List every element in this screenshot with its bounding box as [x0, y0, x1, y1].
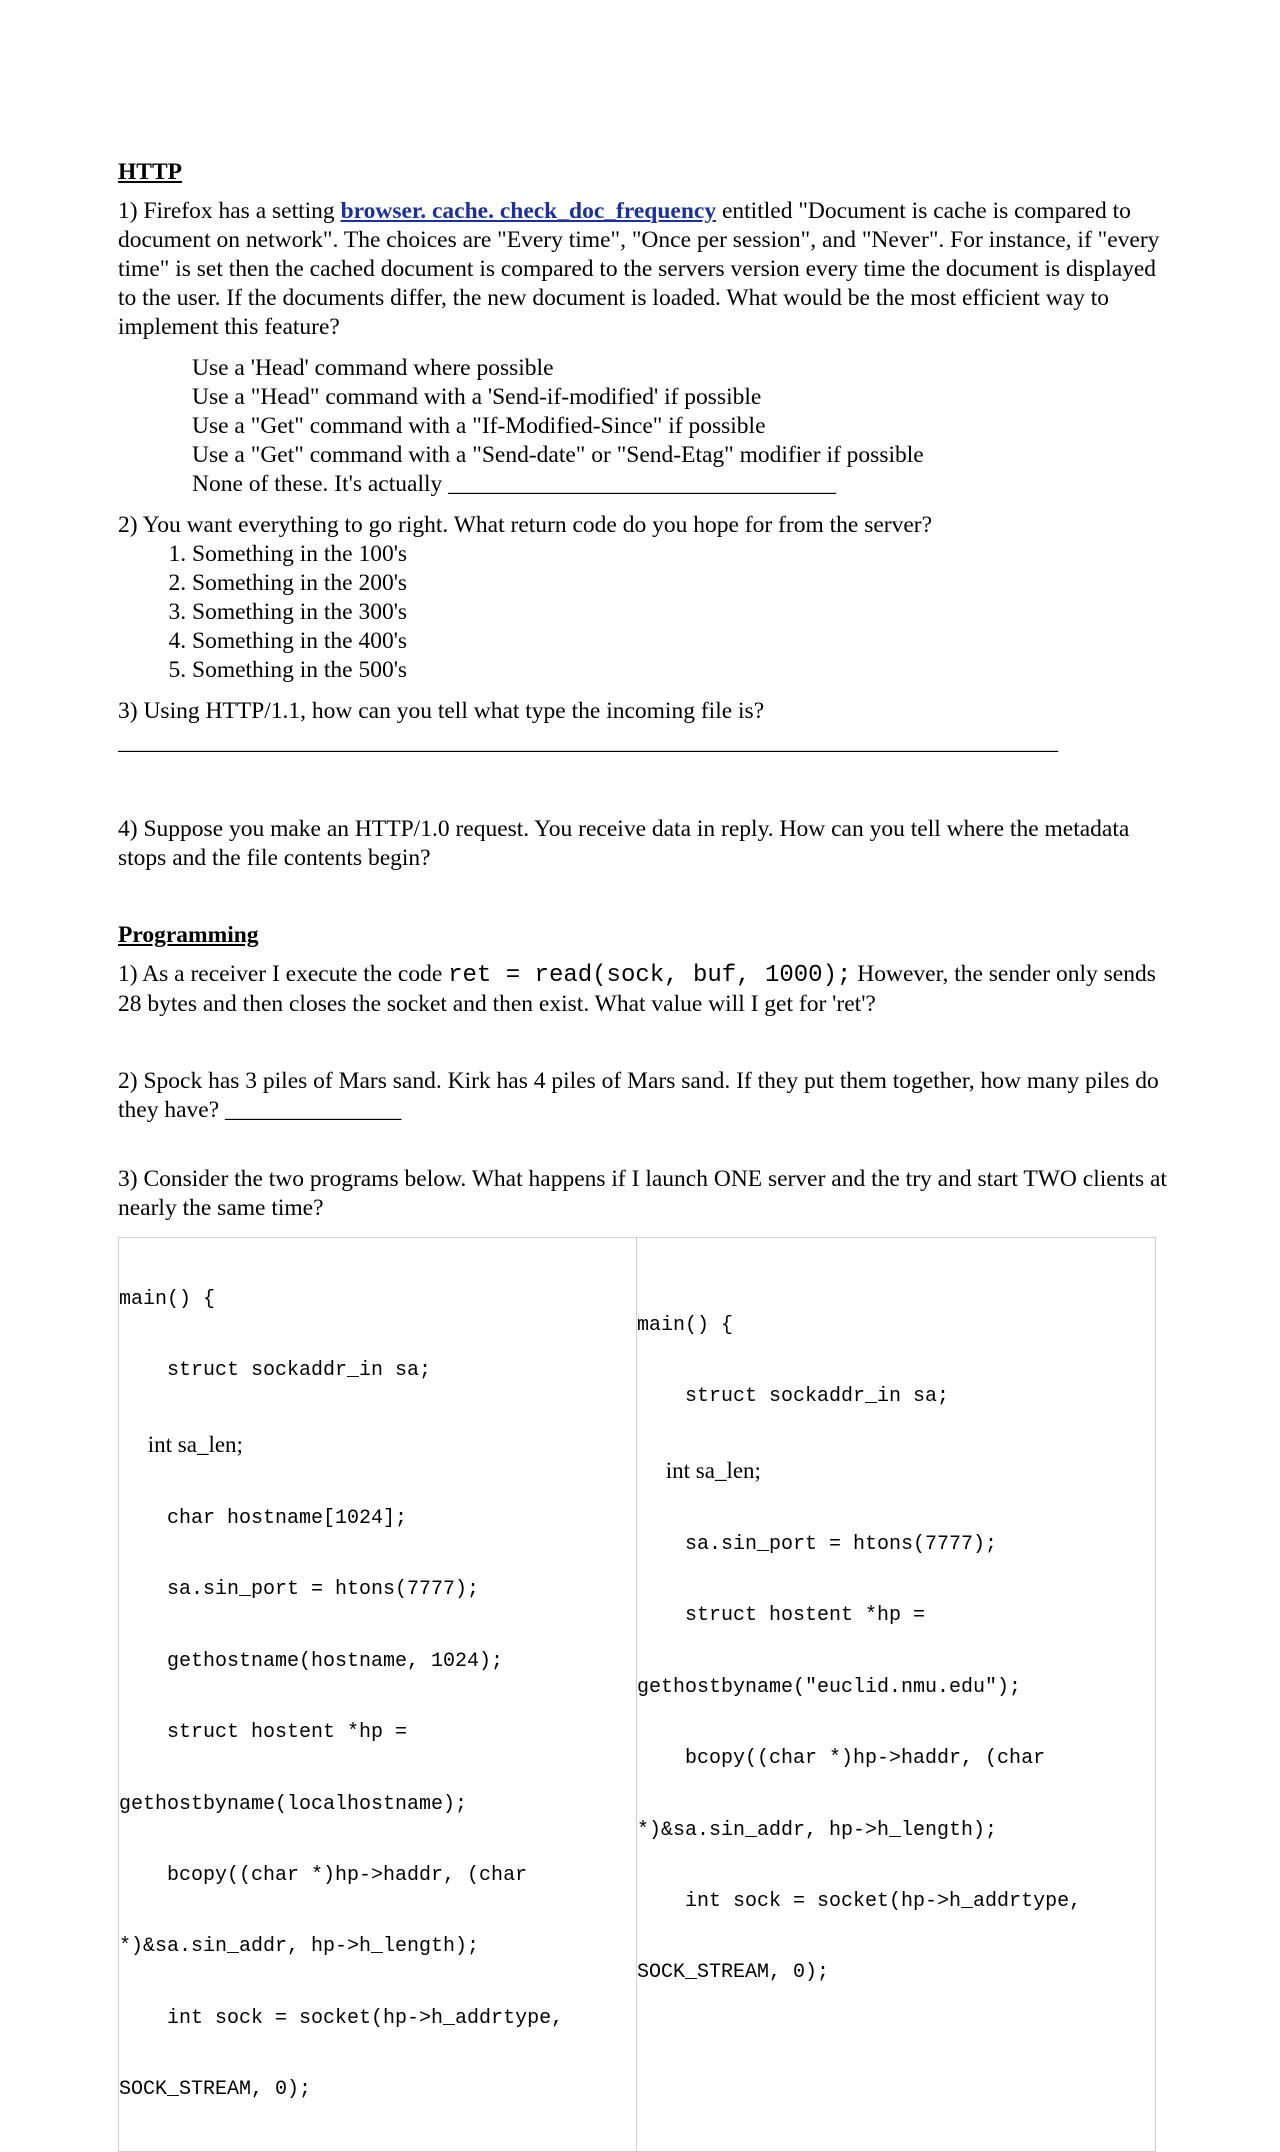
code-line: int sa_len; [637, 1458, 761, 1484]
inline-code: ret = read(sock, buf, 1000); [448, 962, 852, 989]
programming-question-3: 3) Consider the two programs below. What happens if I launch ONE server and the try and start TWO clients at nearly the same time? [118, 1166, 1167, 1221]
code-line: SOCK_STREAM, 0); [119, 2078, 312, 2102]
choice-item: Use a 'Head' command where possible [192, 355, 554, 381]
list-item: 2. Something in the 200's [192, 569, 1168, 598]
code-line: int sock = socket(hp->h_addrtype, [119, 2006, 564, 2030]
http-question-3: 3) Using HTTP/1.1, how can you tell what type the incoming file is? [118, 698, 765, 724]
http-question-1: 1) Firefox has a setting browser. cache. check_doc_frequency entitled "Document is cache is compared to document on network". The choices are "Every time", "Once per session", and "Never". For instance, if "every time" is set then the cached document is compared to the servers version every time the document is displayed to the user. If the documents differ, the new document is loaded. What would be the most efficient way to implement this feature? [118, 198, 1160, 340]
code-line: gethostbyname(localhostname); [119, 1792, 468, 1816]
choice-item: Use a "Get" command with a "Send-date" or "Send-Etag" modifier if possible [192, 442, 924, 468]
code-line: main() { [119, 1287, 216, 1311]
answer-blank-line: ________________________________________________________________________________ [118, 729, 1058, 755]
choice-item: Use a "Get" command with a "If-Modified-Since" if possible [192, 413, 766, 439]
code-table [118, 1237, 1156, 2152]
code-line: struct sockaddr_in sa; [119, 1358, 432, 1382]
http-question-1-choices [192, 354, 1168, 499]
list-item: 4. Something in the 400's [192, 627, 1168, 656]
code-line: *)&sa.sin_addr, hp->h_length); [119, 1935, 480, 1959]
http-question-4: 4) Suppose you make an HTTP/1.0 request. You receive data in reply. How can you tell where the metadata stops and the file contents begin? [118, 816, 1130, 871]
document-page [118, 158, 1168, 2152]
client-code-block [637, 1238, 1155, 2151]
choice-item: Use a "Head" command with a 'Send-if-modified' if possible [192, 384, 762, 410]
code-line: struct hostent *hp = [637, 1604, 926, 1628]
code-line: bcopy((char *)hp->haddr, (char [637, 1747, 1046, 1771]
code-line: *)&sa.sin_addr, hp->h_length); [637, 1818, 998, 1842]
http-question-2-options [118, 540, 1168, 685]
http-question-2: 2) You want everything to go right. What return code do you hope for from the server? [118, 512, 933, 538]
list-item: 3. Something in the 300's [192, 598, 1168, 627]
code-line: sa.sin_port = htons(7777); [119, 1578, 480, 1602]
code-line: gethostbyname("euclid.nmu.edu"); [637, 1675, 1022, 1699]
setting-link[interactable]: browser. cache. check_doc_frequency [340, 198, 717, 224]
code-line: int sock = socket(hp->h_addrtype, [637, 1889, 1082, 1913]
http-heading: HTTP [118, 159, 182, 185]
code-line: struct hostent *hp = [119, 1721, 408, 1745]
list-item: 1. Something in the 100's [192, 540, 1168, 569]
code-line: sa.sin_port = htons(7777); [637, 1532, 998, 1556]
code-line: gethostname(hostname, 1024); [119, 1649, 504, 1673]
programming-heading: Programming [118, 922, 259, 948]
choice-item: None of these. It's actually _________________________________ [192, 471, 836, 497]
code-line: bcopy((char *)hp->haddr, (char [119, 1863, 528, 1887]
code-line: int sa_len; [119, 1432, 243, 1458]
code-line: char hostname[1024]; [119, 1506, 408, 1530]
server-code-block [119, 1238, 637, 2151]
list-item: 5. Something in the 500's [192, 656, 1168, 685]
code-line: struct sockaddr_in sa; [637, 1384, 950, 1408]
programming-question-2: 2) Spock has 3 piles of Mars sand. Kirk has 4 piles of Mars sand. If they put them together, how many piles do they have? _______________ [118, 1068, 1159, 1123]
code-line: main() { [637, 1313, 734, 1337]
programming-question-1: 1) As a receiver I execute the code ret = read(sock, buf, 1000); However, the sender only sends 28 bytes and then closes the socket and then exist. What value will I get for 'ret'? [118, 961, 1156, 1017]
code-line: SOCK_STREAM, 0); [637, 1961, 830, 1985]
